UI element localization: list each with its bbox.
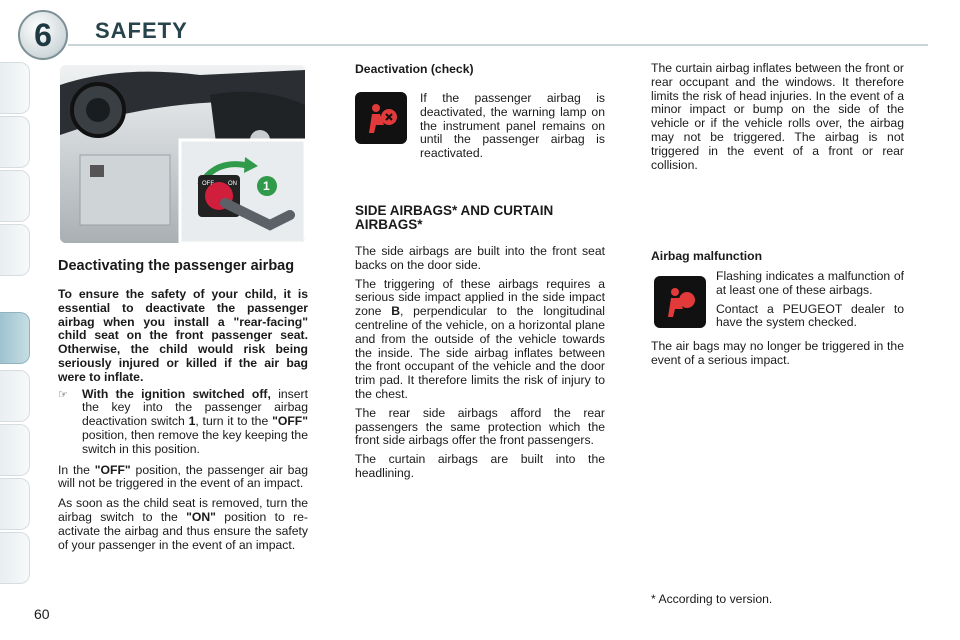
airbag-fault-warning-icon	[654, 276, 706, 328]
page-number: 60	[34, 606, 50, 622]
switch-on-label: ON	[228, 181, 237, 187]
chapter-tab[interactable]	[0, 424, 30, 476]
safety-intro: To ensure the safety of your child, it is essential to deactivate the passenger airbag when you install a "rear-facing" child seat on the front passenger seat. Otherwise, the child would risk being seriously injured or killed if the air bag were to inflate.	[58, 287, 308, 384]
instruction-bold: With the ignition switched off,	[82, 386, 271, 401]
left-column	[58, 258, 308, 552]
chapter-tab[interactable]	[0, 62, 30, 114]
pointing-hand-icon: ☞	[58, 388, 68, 401]
off-position-paragraph: In the "OFF" position, the passenger air bag will not be triggered in the event of an impact.	[58, 462, 308, 491]
dashboard-illustration	[60, 65, 305, 243]
chapter-tab[interactable]	[0, 224, 30, 276]
chapter-tab[interactable]	[0, 170, 30, 222]
airbag-off-warning-icon	[355, 92, 407, 144]
malfunction-notes	[716, 270, 904, 330]
airbag-warning-lamp-icon	[362, 99, 400, 137]
airbag-switch-photo	[60, 65, 305, 243]
airbag-fault-lamp-icon	[661, 283, 699, 321]
malfunction-consequence: The air bags may no longer be triggered in the event of a serious impact.	[651, 339, 904, 367]
rear-side-airbags: The rear side airbags afford the rear passengers the same protection which the front side airbags offer the front passengers.	[355, 405, 605, 448]
chapter-number-badge: 6	[18, 10, 68, 60]
chapter-tab-active[interactable]	[0, 312, 30, 364]
callout-number-1: 1	[263, 179, 270, 193]
airbag-malfunction-title: Airbag malfunction	[651, 249, 763, 263]
side-airbags-section	[355, 204, 605, 481]
header-divider	[68, 44, 928, 46]
chapter-tab[interactable]	[0, 116, 30, 168]
middle-column	[355, 62, 605, 76]
chapter-tab[interactable]	[0, 532, 30, 584]
section-title-deactivating: Deactivating the passenger airbag	[58, 258, 295, 274]
side-airbags-location: The side airbags are built into the front seat backs on the door side.	[355, 244, 605, 272]
instruction-text: With the ignition switched off, insert the key into the passenger airbag deactivation switch 1, turn it to the "OFF" position, then remove the key keeping the switch in this position.	[82, 386, 308, 456]
curtain-airbags-location: The curtain airbags are built into the headlining.	[355, 452, 605, 480]
instruction-bullet	[58, 388, 308, 457]
curtain-airbag-text: The curtain airbag inflates between the front or rear occupant and the windows. It therefore limits the risk of head injuries. In the event of a minor impact or bump on the side of the vehicle or if the vehicle rolls over, the airbag may not be triggered. The airbag is not triggered in the event of a front or rear collision.	[651, 61, 904, 172]
chapter-tabs	[0, 0, 32, 640]
page-title: SAFETY	[95, 18, 188, 43]
on-position-paragraph: As soon as the child seat is removed, turn the airbag switch to the "ON" position to re-activate the airbag and thus ensure the safety of your passenger in the event of an impact.	[58, 496, 308, 552]
switch-off-label: OFF	[202, 181, 214, 187]
malfunction-contact: Contact a PEUGEOT dealer to have the system checked.	[716, 301, 904, 330]
chapter-tab[interactable]	[0, 370, 30, 422]
deactivation-check-text: If the passenger airbag is deactivated, the warning lamp on the instrument panel remains on until the passenger airbag is reactivated.	[420, 91, 605, 161]
side-airbags-title: SIDE AIRBAGS* AND CURTAIN AIRBAGS*	[355, 203, 554, 232]
deactivation-check-title: Deactivation (check)	[355, 62, 474, 76]
side-airbags-trigger: The triggering of these airbags requires a serious side impact applied in the side impact zone B, perpendicular to the longitudinal centreline of the vehicle, on a horizontal plane and from the outside of the vehicle towards the inside. The side airbag inflates between the front occupant of the vehicle and the door trim pad. It therefore limits the risk of injury to the chest.	[355, 276, 605, 401]
malfunction-flashing: Flashing indicates a malfunction of at least one of these airbags.	[716, 269, 904, 297]
chapter-tab[interactable]	[0, 478, 30, 530]
footnote: * According to version.	[651, 592, 773, 606]
